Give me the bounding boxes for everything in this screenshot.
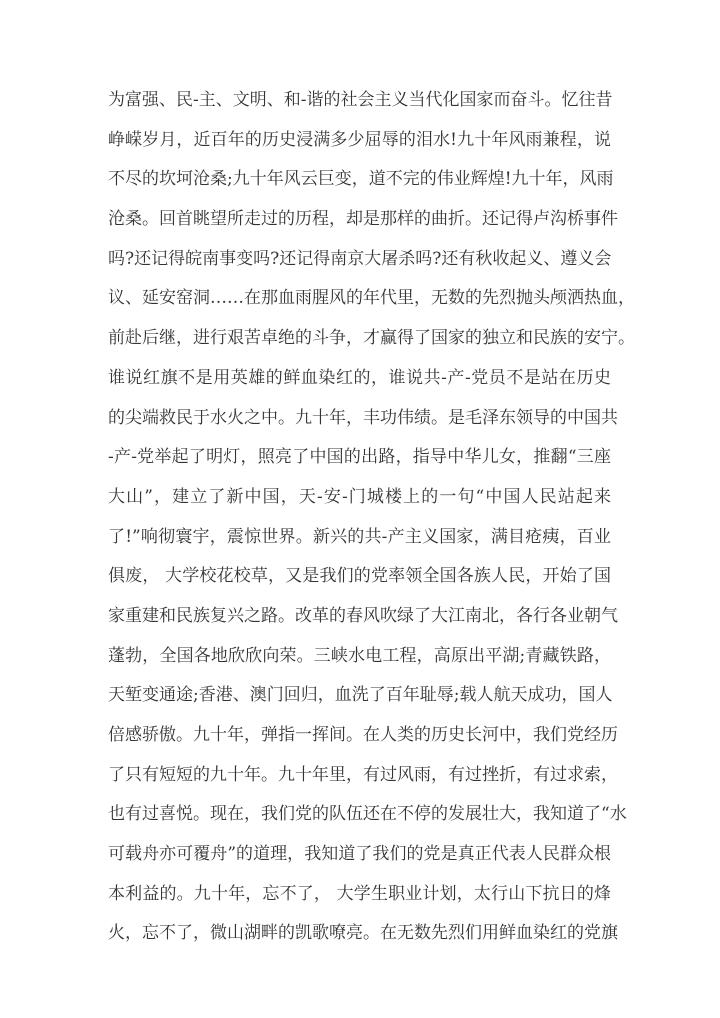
text-line: 倍感骄傲。九十年，弹指一挥间。在人类的历史长河中，我们党经历 <box>108 725 618 745</box>
text-line: 的尖端救民于水火之中。九十年，丰功伟绩。是毛泽东领导的中国共 <box>108 407 618 428</box>
text-line: 为富强、民-主、文明、和-谐的社会主义当代化国家而奋斗。忆往昔 <box>108 90 613 110</box>
text-line: 了!”响彻寰宇，震惊世界。新兴的共-产主义国家，满目疮痍，百业 <box>108 526 611 547</box>
text-line: 峥嵘岁月，近百年的历史浸满多少屈辱的泪水!九十年风雨兼程，说 <box>108 129 611 150</box>
text-line: -产-党举起了明灯，照亮了中国的出路，指导中华儿女，推翻“三座 <box>108 447 611 468</box>
text-line: 也有过喜悦。现在，我们党的队伍还在不停的发展壮大，我知道了“水 <box>108 804 627 825</box>
text-line: 吗?还记得皖南事变吗?还记得南京大屠杀吗?还有秋收起义、遵义会 <box>108 248 612 269</box>
document-page <box>108 88 635 961</box>
text-line: 大山”，建立了新中国，天-安-门城楼上的一句“中国人民站起来 <box>108 486 611 507</box>
text-line: 不尽的坎坷沧桑;九十年风云巨变，道不完的伟业辉煌!九十年，风雨 <box>108 169 614 190</box>
text-line: 本利益的。九十年，忘不了， 大学生职业计划，太行山下抗日的烽 <box>108 883 611 904</box>
text-line: 家重建和民族复兴之路。改革的春风吹绿了大江南北，各行各业朝气 <box>108 605 618 626</box>
text-line: 蓬勃，全国各地欣欣向荣。三峡水电工程，高原出平湖;青藏铁路， <box>108 645 611 666</box>
text-line: 议、延安窑洞……在那血雨腥风的年代里，无数的先烈抛头颅洒热血， <box>108 288 635 309</box>
text-line: 沧桑。回首眺望所走过的历程，却是那样的曲折。还记得卢沟桥事件 <box>108 209 618 230</box>
text-line: 火，忘不了，微山湖畔的凯歌嘹亮。在无数先烈们用鲜血染红的党旗 <box>108 923 618 944</box>
text-line: 了只有短短的九十年。九十年里，有过风雨，有过挫折，有过求索， <box>108 764 618 785</box>
text-line: 谁说红旗不是用英雄的鲜血染红的，谁说共-产-党员不是站在历史 <box>108 367 611 388</box>
text-line: 可载舟亦可覆舟”的道理，我知道了我们的党是真正代表人民群众根 <box>108 844 611 865</box>
text-line: 天堑变通途;香港、澳门回归，血洗了百年耻辱;载人航天成功，国人 <box>108 685 613 706</box>
text-line: 前赴后继，进行艰苦卓绝的斗争，才赢得了国家的独立和民族的安宁。 <box>108 328 635 349</box>
text-line: 俱废， 大学校花校草，又是我们的党率领全国各族人民，开始了国 <box>108 566 611 587</box>
